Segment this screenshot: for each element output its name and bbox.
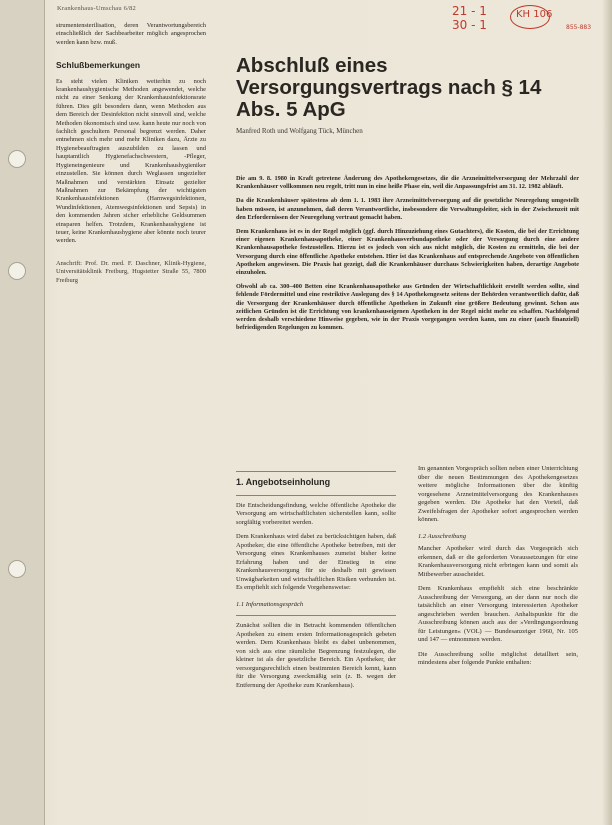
lead-text (236, 175, 579, 338)
section-heading: 1. Angebotseinholung (236, 477, 331, 487)
section-heading: Schlußbemerkungen (56, 60, 141, 71)
column-a (236, 465, 396, 696)
subsection-heading: 1.1 Informationsgespräch (236, 600, 304, 608)
page-edge-shadow (602, 0, 612, 825)
body-paragraph: Dem Krankenhaus empfiehlt sich eine beschränkte Ausschreibung der Versorgung, an der dann nur noch die tatsächlich an einer Versorgung interessierten Apotheker angeschrieben werden brauchen. Anhaltspunkte für die Ausschreibung können auch aus der »Verdingungsordnung für Leistungen« (VOL) — Bundesanzeiger 1960, Nr. 105 und 147 — entnommen werden. (418, 585, 578, 643)
punch-hole (8, 560, 26, 578)
article-title: Abschluß eines Versorgungsvertrags nach § 14 Abs. 5 ApG (236, 54, 542, 121)
punch-hole (8, 150, 26, 168)
subsection-heading: 1.2 Ausschreibung (418, 532, 467, 540)
left-column (56, 22, 206, 285)
divider (236, 495, 396, 496)
body-text: Es steht vielen Kliniken weiterhin zu noch krankenhaushygienische Methoden angewendet, welche nicht zu einer Senkung der Krankenhausinfektionsrate führen. Dies gilt besonders dann, wenn Methoden aus dem Bereich der Desinfektion nicht sinnvoll sind, welche Methoden ökonomisch sind usw. kann heute nur noch von fachlich geschultem Personal begrenzt werden. Daher entnehmen sich mehr und mehr Kliniken dazu, Ärzte zu Hygienebeauftragten auszubilden zu lassen und hauptamtlich Hygienefachschwestern, -Pfleger, Hygieneingenieure und Krankenhaushygieniker einzustellen. Sie können durch Weglassen ungezielter Maßnahmen und verstärkten Einsatz gezielter Maßnahmen zur Bekämpfung der wichtigsten Krankenhausinfektionen (Harnwegsinfektionen, Wundinfektionen, Atemwegsinfektionen und Sepsis) in den kommenden Jahren sicher erhebliche Geldsummen einsparen helfen. Trotzdem, Krankenhaushygiene ist teuer, keine Krankenhaushygiene aber könnte noch teurer werden. (56, 77, 206, 245)
handwritten-note: 30 - 1 (452, 18, 487, 32)
body-paragraph: Zunächst sollten die in Betracht kommenden öffentlichen Apotheken zu einem ersten Informationsgespräch gebeten werden. Dem Krankenhaus bleibt es dabei unbenommen, von sich aus eine räumliche Begrenzung festzulegen, die kleiner ist als der gesetzliche Bereich. Ein Apotheker, der versorgungsrechtlich einen bestimmten Bereich kennt, kann für die Versorgung zweckmäßig sein (z. B. wegen der Entfernung der Apotheke zum Krankenhaus). (236, 622, 396, 689)
column-b (418, 465, 578, 674)
body-paragraph: Die Entscheidungsfindung, welche öffentliche Apotheke die Versorgung am wirtschaftlichsten sicherstellen kann, sollte sorgfältig vorbereitet werden. (236, 501, 396, 526)
handwritten-note: KH 106 (516, 9, 553, 20)
divider (236, 471, 396, 472)
lead-paragraph: Dem Krankenhaus ist es in der Regel möglich (ggf. durch Hinzuziehung eines Gutachters), die Kosten, die bei der Errichtung einer eigenen Krankenhausapotheke, einer Krankenhausverbundapotheke oder der Versorgung durch eine andere Krankenhausapotheke festzustellen. Hierzu ist es jedoch von sich aus nicht möglich, die Kosten zu ermitteln, die bei der Versorgung durch eine öffentliche Apotheke entstehen. Hier ist das Krankenhaus auf entsprechende Angebote von öffentlichen Apotheken angewiesen. Die Praxis hat gezeigt, daß die Krankenhäuser durchaus Schwierigkeiten haben, derartige Angebote einzuholen. (236, 228, 579, 277)
running-header: Krankenhaus-Umschau 6/82 (57, 5, 136, 12)
handwritten-note: 21 - 1 (452, 4, 487, 18)
punch-hole (8, 262, 26, 280)
divider (236, 615, 396, 616)
body-paragraph: Im genannten Vorgespräch sollten neben einer Unterrichtung über die neuen Bestimmungen des Apothekengesetzes weitere mögliche Informationen über die künftig vorgesehene Arzneimittelversorgung des Krankenhauses gegeben werden. Die Apotheke hat den Vorteil, daß Zweifelsfragen der Apotheker sofort angesprochen werden können. (418, 465, 578, 523)
handwritten-page-ref: 855-883 (566, 24, 592, 31)
article-authors: Manfred Roth und Wolfgang Tück, München (236, 127, 363, 135)
binding-strip (0, 0, 45, 825)
body-paragraph: Die Ausschreibung sollte möglichst detailliert sein, mindestens aber folgende Punkte enthalten: (418, 650, 578, 666)
body-paragraph: Mancher Apotheker wird durch das Vorgespräch sich erkennen, daß er die geforderten Voraussetzungen für eine Krankenhausversorgung nicht erbringen kann und somit als Mitbewerber ausscheidet. (418, 545, 578, 578)
intro-text: strumentensterilisation, deren Verantwortungsbereich einschließlich der Sachbearbeiter möglich angesprochen werden kann bzw. muß. (56, 22, 206, 46)
author-address: Anschrift: Prof. Dr. med. F. Daschner, Klinik-Hygiene, Universitätsklinik Freiburg, Hugstetter Straße 55, 7800 Freiburg (56, 259, 206, 284)
lead-paragraph: Obwohl ab ca. 300–400 Betten eine Krankenhausapotheke aus Gründen der Wirtschaftlichkeit erstellt werden sollte, sind fehlende Fördermittel und eine restriktive Auslegung des § 14 Apothekengesetz seitens der Behörden verantwortlich dafür, daß die Versorgung der Krankenhäuser durch öffentliche Apotheken in Zukunft eine größere Bedeutung gewinnt. Schon aus zeitlichen Gründen ist die Errichtung von krankenhauseigenen Apotheken in der Regel nicht mehr zu schaffen. Nachfolgend werden deshalb verschiedene Hinweise gegeben, wie in der Praxis vorgegangen werden kann, um zu einer (auch finanziell) befriedigenden Regelungen zu kommen. (236, 283, 579, 332)
lead-paragraph: Da die Krankenhäuser spätestens ab dem 1. 1. 1983 ihre Arzneimittelversorgung auf die gesetzliche Neuregelung umgestellt haben müssen, ist anzunehmen, daß deren Verantwortliche, insbesondere die Verwaltungsleiter, sich in der Zwischenzeit mit den Erfordernissen der Neuregelung vertraut gemacht haben. (236, 197, 579, 221)
body-paragraph: Dem Krankenhaus wird dabei zu berücksichtigen haben, daß Apotheker, die eine öffentliche Apotheke betreiben, mit der Versorgung eines Krankenhauses zumeist bisher keine Erfahrung haben und der Einstieg in eine Krankenhausversorgung für sie deshalb mit gewissen Unwägbarkeiten und wirtschaftlichen Risiken verbunden ist. Es empfiehlt sich folgende Vorgehensweise: (236, 533, 396, 591)
lead-paragraph: Die am 9. 8. 1980 in Kraft getretene Änderung des Apothekengesetzes, die die Arzneimittelversorgung der Mehrzahl der Krankenhäuser vollkommen neu regelt, tritt nun in eine heiße Phase ein, weil die Anpassungsfrist am 31. 12. 1982 abläuft. (236, 175, 579, 191)
